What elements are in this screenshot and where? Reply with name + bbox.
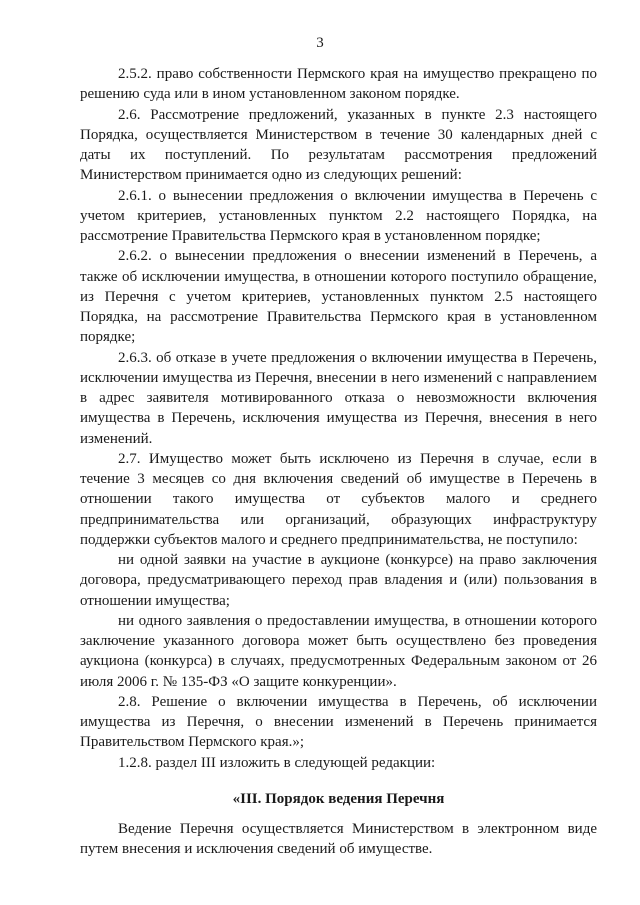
- paragraph-no-applications: ни одного заявления о предоставлении имущества, в отношении которого заключение указанного договора может быть осуществлено без проведения аукциона (конкурса) в случаях, предусмотренных Федеральным законом от 26 июля 2006 г. № 135-ФЗ «О защите конкуренции».: [80, 612, 597, 690]
- paragraph-2-6-1: 2.6.1. о вынесении предложения о включении имущества в Перечень с учетом критериев, установленных пунктом 2.2 настоящего Порядка, на рассмотрение Правительства Пермского края в установленном порядке;: [80, 187, 597, 244]
- paragraph-2-8: 2.8. Решение о включении имущества в Перечень, об исключении имущества из Перечня, о внесении изменений в Перечень принимается Правительством Пермского края.»;: [80, 693, 597, 751]
- paragraph-2-6-2: 2.6.2. о вынесении предложения о внесении изменений в Перечень, а также об исключении имущества, в отношении которого поступило обращение, из Перечня с учетом критериев, установленных пунктом 2.5 настоящего Порядка, на рассмотрение Правительства Пермского края в установленном порядке;: [80, 248, 597, 346]
- paragraph-2-6-3: 2.6.3. об отказе в учете предложения о включении имущества в Перечень, исключении имущества из Перечня, внесении в него изменений с направлением в адрес заявителя мотивированного отказа о невозможности включения имущества в Перечень, исключения имущества из Перечня, внесения в него изменений.: [80, 349, 597, 447]
- section-heading: «III. Порядок ведения Перечня: [232, 790, 445, 807]
- paragraph-register-maintenance: Ведение Перечня осуществляется Министерством в электронном виде путем внесения и исключения сведений об имуществе.: [80, 820, 597, 857]
- paragraph-1-2-8: 1.2.8. раздел III изложить в следующей редакции:: [118, 754, 436, 771]
- paragraph-2-6: 2.6. Рассмотрение предложений, указанных в пункте 2.3 настоящего Порядка, осуществляется Министерством в течение 30 календарных дней с даты их поступлений. По результатам рассмотрения предложений Министерством принимается одно из следующих решений:: [80, 106, 597, 184]
- paragraph-no-auction-bids: ни одной заявки на участие в аукционе (конкурсе) на право заключения договора, предусматривающего переход прав владения и (или) пользования в отношении имущества;: [80, 552, 597, 609]
- document-body: [80, 64, 597, 859]
- paragraph-2-5-2: 2.5.2. право собственности Пермского края на имущество прекращено по решению суда или в ином установленном законом порядке.: [80, 66, 597, 103]
- paragraph-2-7: 2.7. Имущество может быть исключено из Перечня в случае, если в течение 3 месяцев со дня включения сведений об имуществе в Перечень в отношении такого имущества от субъектов малого и среднего предпринимательства или организаций, образующих инфраструктуру поддержки субъектов малого и среднего предпринимательства, не поступило:: [80, 450, 597, 548]
- page-number: 3: [316, 35, 324, 51]
